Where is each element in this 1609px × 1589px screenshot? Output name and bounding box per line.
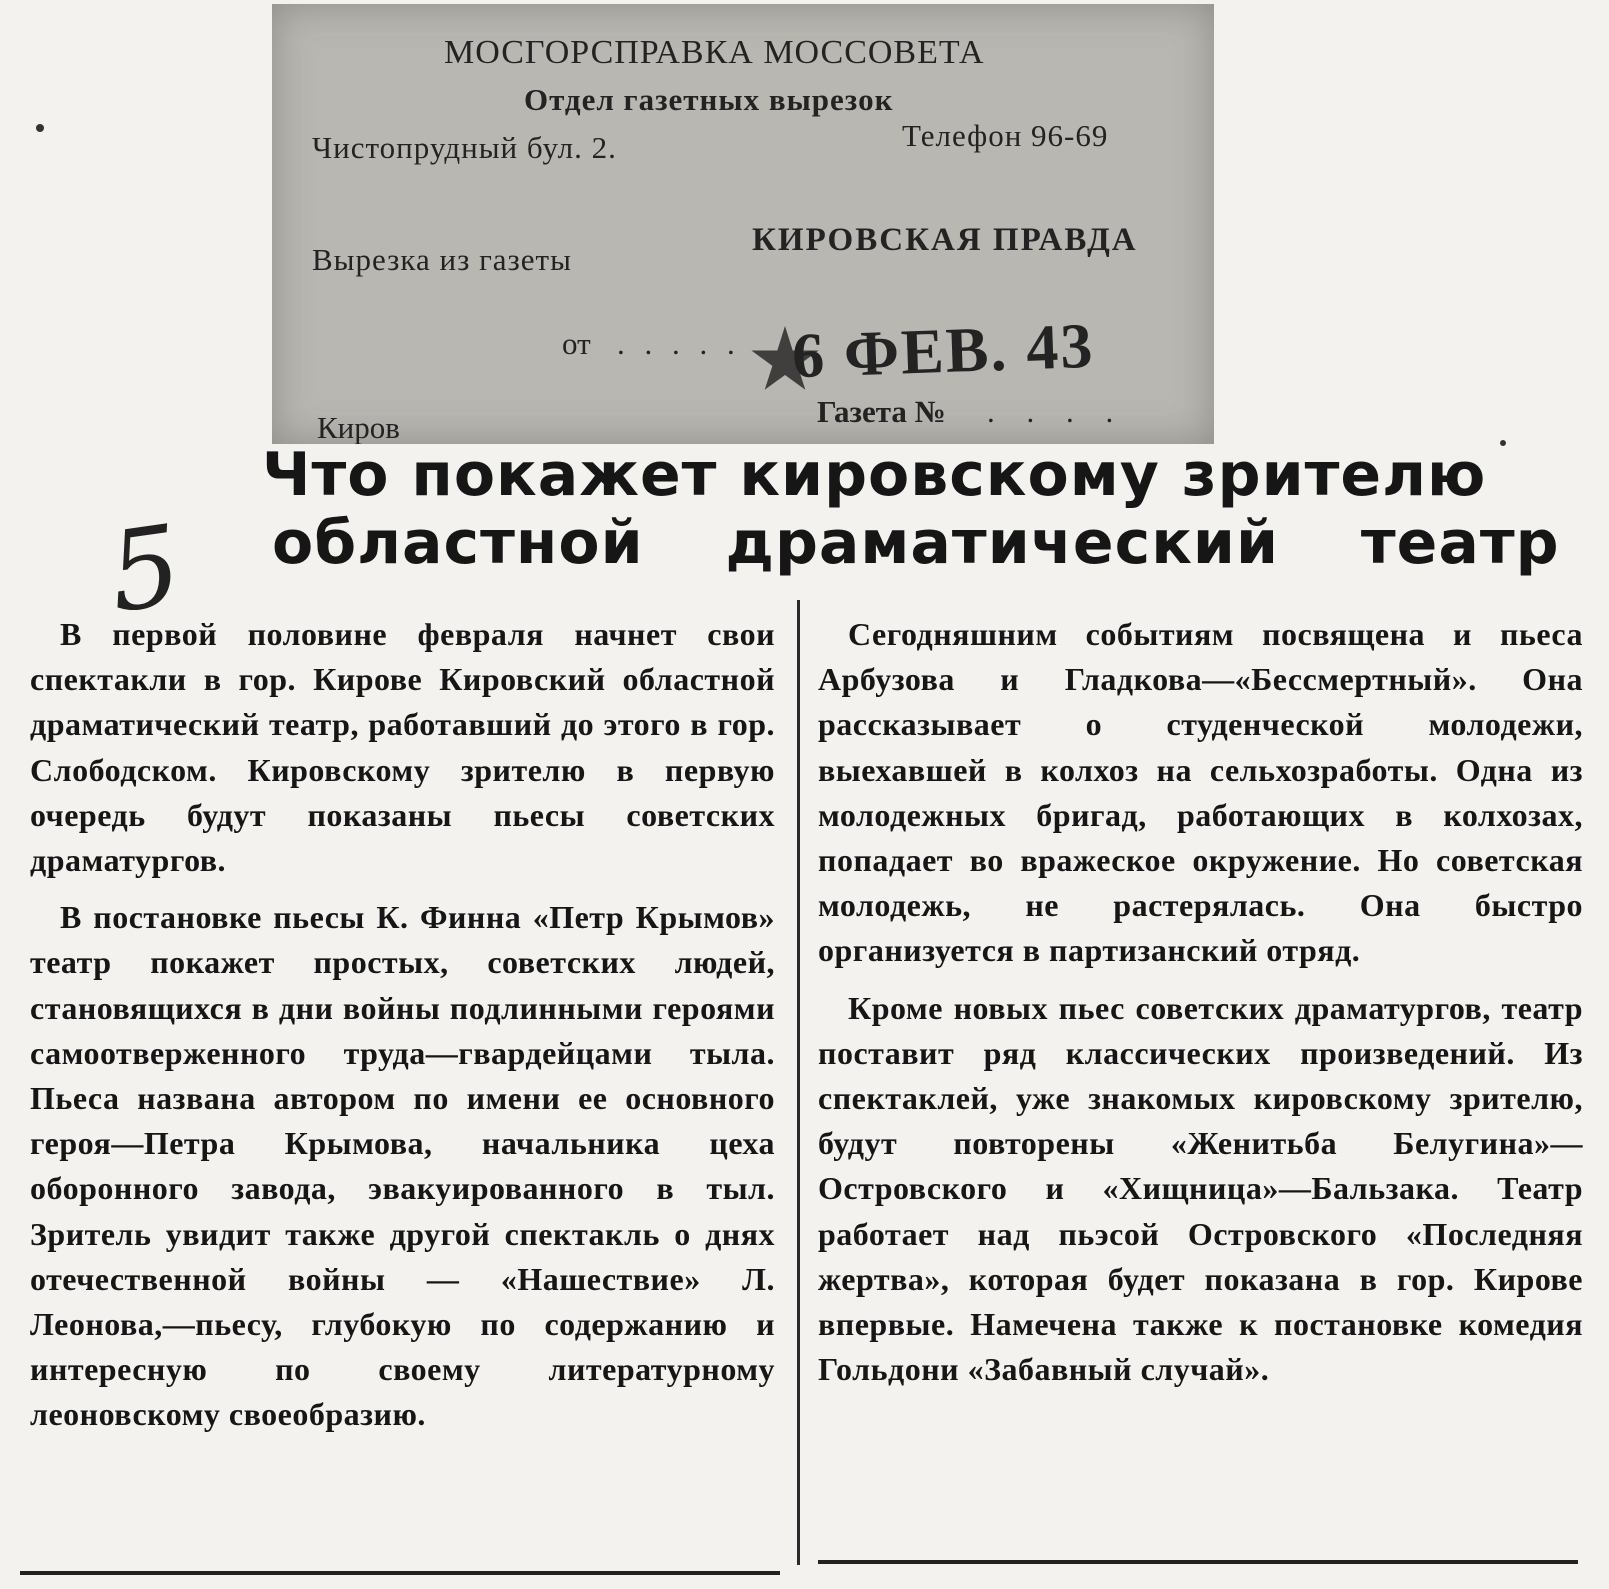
paragraph: Кроме новых пьес советских драматургов, театр поставит ряд классических произведений. Из спектаклей, уже знакомых кировскому зрителю, будут повторены «Женитьба Белугина»—Островского и «Хищница»—Бальзака. Театр работает над пьэсой Островского «Последняя жертва», которая будет показана в гор. Кирове впервые. Намечена также к постановке комедия Гольдони «Забавный случай». [818, 989, 1583, 1388]
article-right-column [818, 612, 1583, 1392]
stamp-dots: . . . . . [617, 326, 741, 361]
handwritten-number: 5 [101, 500, 189, 638]
bottom-rule [20, 1571, 780, 1575]
stamp-dots: . . . . [987, 394, 1126, 429]
stamp-city: Киров [317, 410, 400, 444]
stamp-cutting-label: Вырезка из газеты [312, 242, 572, 277]
stamp-from-label: от [562, 326, 591, 361]
article-left-column [30, 612, 775, 1438]
ink-speck [1500, 440, 1506, 446]
bottom-rule [818, 1560, 1578, 1564]
paragraph: В постановке пьесы К. Финна «Петр Крымов» театр покажет простых, советских людей, становящихся в дни войны подлинными героями самоотверженного труда—гвардейцами тыла. Пьеса названа автором по имени ее основного героя—Петра Крымова, начальника цеха оборонного завода, эвакуированного в тыл. Зритель увидит также другой спектакль о днях отечественной войны — «Нашествие» Л. Леонова,—пьесу, глубокую по содержанию и интересную по своему литературному леоновскому своеобразию. [30, 899, 775, 1433]
stamp-newspaper-name: КИРОВСКАЯ ПРАВДА [752, 222, 1138, 258]
stamp-department: Отдел газетных вырезок [524, 82, 894, 117]
stamp-phone: Телефон 96-69 [902, 118, 1109, 153]
paragraph: В первой половине февраля начнет свои спектакли в гор. Кирове Кировский областной драматический театр, работавший до этого в гор. Слободском. Кировскому зрителю в первую очередь будут показаны пьесы советских драматургов. [30, 616, 775, 879]
column-divider [797, 600, 800, 1565]
stamp-address: Чистопрудный бул. 2. [312, 130, 617, 165]
stamp-office-name: МОСГОРСПРАВКА МОССОВЕТА [444, 34, 985, 71]
stamp-issue-label: Газета № [817, 394, 946, 429]
paragraph: Сегодняшним событиям посвящена и пьеса Арбузова и Гладкова—«Бессмертный». Она рассказывает о студенческой молодежи, выехавшей в колхоз на сельхозработы. Одна из молодежных бригад, работающих в колхозах, попадает во вражеское окружение. Но советская молодежь, не растерялась. Она быстро организуется в партизанский отряд. [818, 616, 1583, 969]
headline-line-1: Что покажет кировскому зрителю [262, 440, 1487, 510]
clipping-bureau-stamp [272, 4, 1214, 444]
ink-speck [36, 124, 44, 132]
stamp-date: 6 ФЕВ. 43 [790, 309, 1096, 392]
headline-line-2: областной драматический театр [272, 508, 1560, 578]
